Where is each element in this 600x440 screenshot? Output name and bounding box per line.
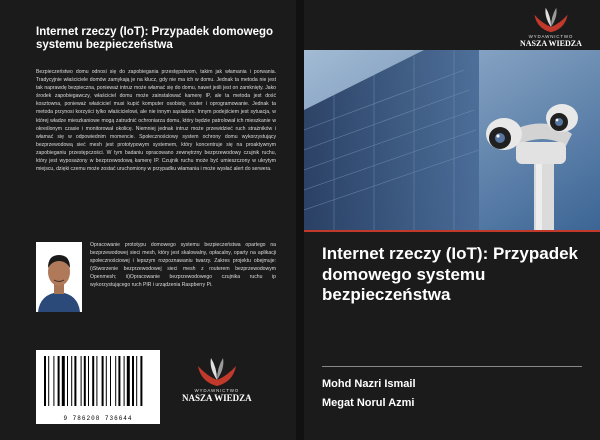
publisher-logo-icon xyxy=(195,356,239,388)
barcode-icon xyxy=(36,350,160,412)
spine xyxy=(296,0,304,440)
publisher-name: NASZA WIEDZA xyxy=(182,393,252,403)
publisher-logo-icon xyxy=(531,6,571,34)
publisher-name: NASZA WIEDZA xyxy=(520,39,582,48)
publisher-logo-front xyxy=(520,6,582,48)
front-cover xyxy=(304,0,600,440)
back-title: Internet rzeczy (IoT): Przypadek domowego systemu bezpieczeństwa xyxy=(36,26,274,51)
author-name-1: Mohd Nazri Ismail xyxy=(322,378,416,390)
publisher-small-label: WYDAWNICTWO xyxy=(194,388,240,393)
author-bio: Opracowanie prototypu domowego systemu bezpieczeństwa opartego na bezprzewodowej sieci mesh, który jest skalowalny, opłacalny, oparty na aplikacji społecznościowej i lepszym rozpoznawaniu twarzy. Zakres projektu obejmuje: i)Stworzenie bezprzewodowej sieci mesh z routerem bezprzewodowym Openmesh; ii)Opracowanie bezprzewodowego czujnika ruchu ip wykorzystującego ruch PIR i urządzenia Raspberry Pi. xyxy=(90,242,276,288)
security-camera-image xyxy=(304,50,600,230)
barcode-number: 9 786208 736644 xyxy=(63,415,133,422)
back-cover xyxy=(0,0,296,440)
publisher-small-label: WYDAWNICTWO xyxy=(528,34,574,39)
front-title: Internet rzeczy (IoT): Przypadek domowego systemu bezpieczeństwa xyxy=(322,244,579,304)
back-description: Bezpieczeństwo domu odnosi się do zapobiegania przestępstwom, takim jak włamania i porwania. Tradycyjnie właściciele domów zamykają je na klucz, gdy nie ma ich w domu. Jednak ta metoda nie jest tak naprawdę bezpieczna, ponieważ intruz może włamać się do domu, nawet jeśli jest on zamknięty. Jako środek zapobiegawczy, właściciel domu może zainstalować kamerę IP, ale ta metoda jest dość kosztowna, ponieważ właściciel musi kupić komputer osobisty, router i oprogramowanie. Jednak ta metoda przynosi korzyści tylko właścicielowi, ale nie innym sąsiadom. Innym podejściem jest sytuacja, w której władze mieszkaniowe mogą zatrudnić ochroniarza domu, który będzie patrolował ich mieszkanie w określonym czasie i monitorował okolicę. Niemniej jednak intruz może przewidzieć ruch strażników i włamać się w odpowiednim momencie. Społecznościowy system ochrony domu wykorzystujący bezprzewodową sieć mesh jest prototypowym systemem, który koncentruje się na proaktywnym zapobieganiu przestępczości. W tym badaniu opracowano zewnętrzny bezprzewodowy czujnik ruchu, który jest wyposażony w bezprzewodową kamerę IP. Czujnik ruchu może być umieszczony w ukrytym miejscu, dzięki czemu może zostać uruchomiony w przypadku włamania i może wysłać alert do serwera. xyxy=(36,69,276,173)
barcode xyxy=(36,350,160,424)
author-photo xyxy=(36,242,82,312)
author-name-2: Megat Norul Azmi xyxy=(322,397,415,409)
publisher-logo-back xyxy=(182,356,252,403)
accent-line xyxy=(304,230,600,232)
author-divider xyxy=(322,366,582,367)
